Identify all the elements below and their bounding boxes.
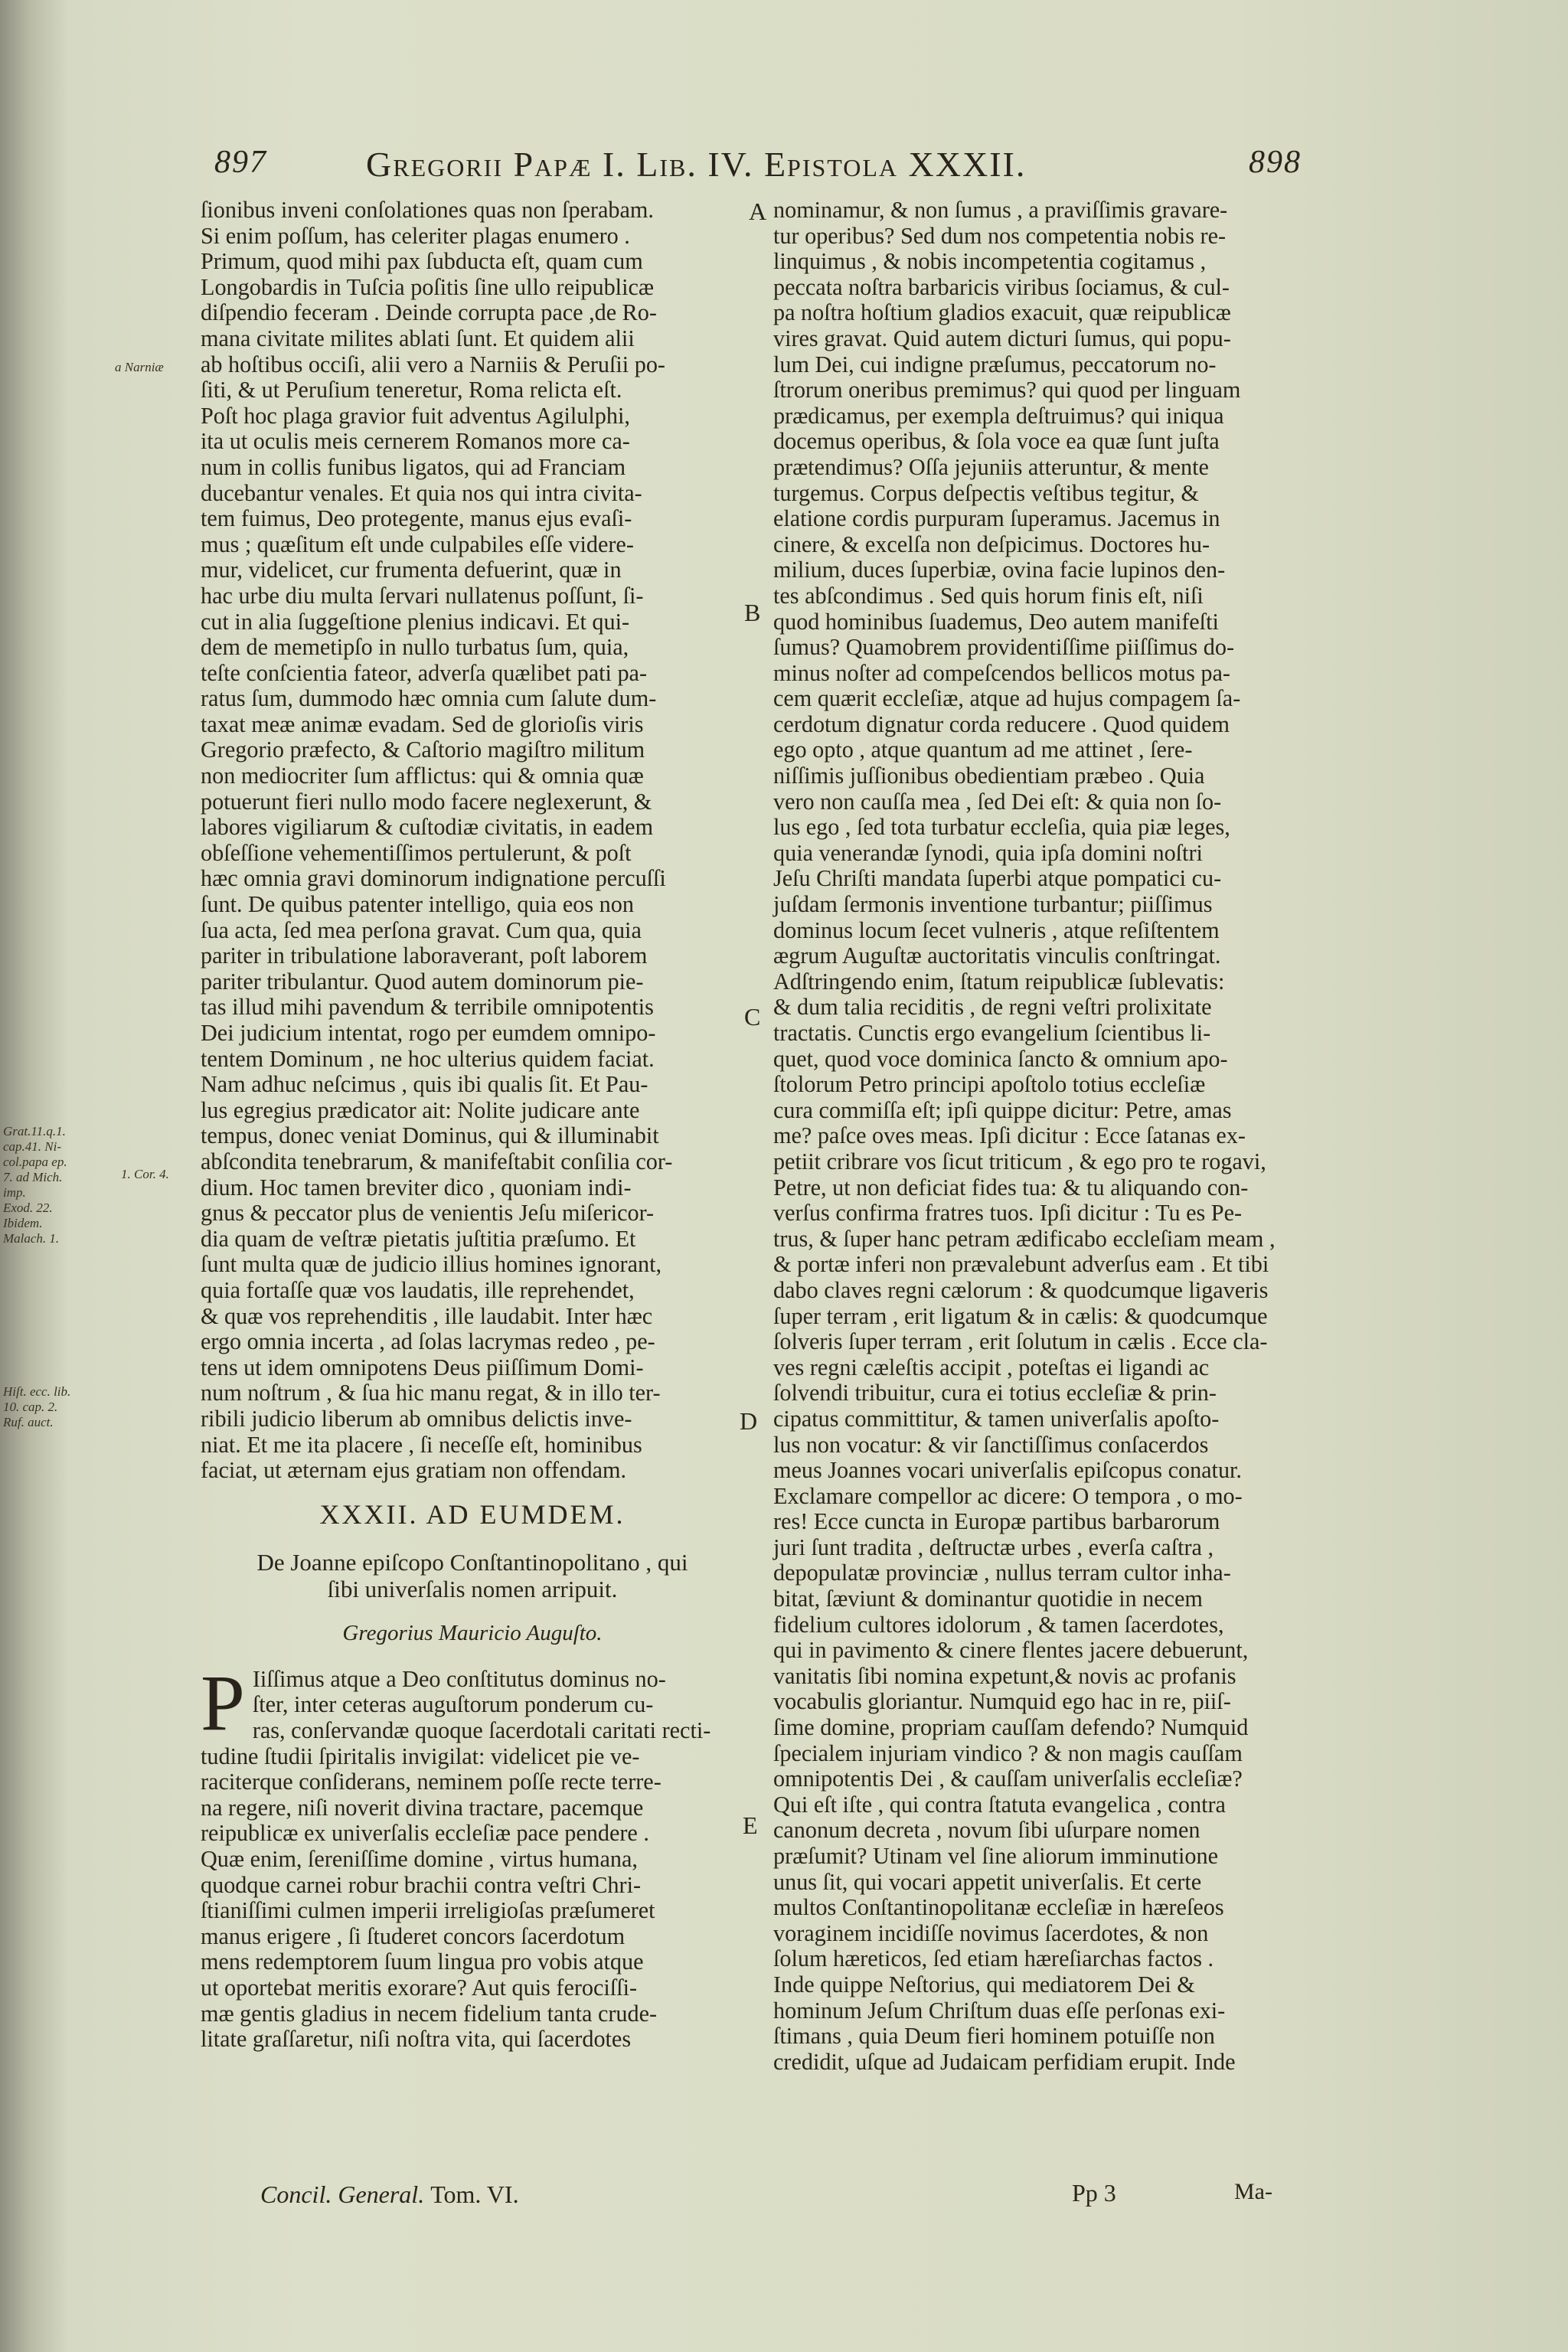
- text-line: ab hoſtibus occiſi, alii vero a Narniis & Peruſii po-: [201, 351, 665, 377]
- epistle-body-text: [201, 1658, 744, 2053]
- text-line: tas illud mihi pavendum & terribile omnipotentis: [201, 994, 654, 1021]
- text-line: Adſtringendo enim, ſtatum reipublicæ ſublevatis:: [773, 968, 1225, 995]
- text-line: obſeſſione vehementiſſimos pertulerunt, & poſt: [201, 839, 632, 866]
- text-line: ſime domine, propriam cauſſam defendo? Numquid: [773, 1714, 1249, 1741]
- text-line: vocabulis gloriantur. Numquid ego hac in re, piiſ-: [773, 1688, 1231, 1715]
- text-line: bitat, ſæviunt & dominantur quotidie in necem: [773, 1586, 1203, 1612]
- text-line: ſolvendi tribuitur, cura ei totius eccleſiæ & prin-: [773, 1380, 1217, 1406]
- text-line: prætendimus? Oſſa jejuniis atteruntur, & mente: [773, 453, 1209, 480]
- text-line: ſunt multa quæ de judicio illius homines ignorant,: [201, 1251, 662, 1278]
- text-line: tempus, donec veniat Dominus, qui & illuminabit: [201, 1122, 659, 1149]
- text-line: tractatis. Cunctis ergo evangelium ſcientibus li-: [773, 1020, 1211, 1046]
- text-line: prædicamus, per exempla deſtruimus? qui iniqua: [773, 402, 1224, 429]
- text-line: raciterque conſiderans, neminem poſſe recte terre-: [201, 1769, 662, 1795]
- text-line: cinere, & excelſa non deſpicimus. Doctores hu-: [773, 531, 1210, 557]
- text-line: mæ gentis gladius in necem fidelium tanta crude-: [201, 2000, 658, 2027]
- epistle-heading: XXXII. AD EUMDEM.: [319, 1498, 626, 1530]
- section-letter-d: D: [740, 1407, 758, 1435]
- text-line: tur operibus? Sed dum nos competentia nobis re-: [773, 222, 1227, 249]
- text-line: ſter, inter ceteras auguſtorum ponderum cu-: [252, 1691, 654, 1718]
- margin-note-grat: [3, 1124, 67, 1246]
- text-line: ſpecialem injuriam vindico ? & non magis cauſſam: [773, 1740, 1243, 1766]
- text-line: vires gravat. Quid autem dicturi ſumus, qui popu-: [773, 325, 1231, 351]
- text-line: minus noſter ad compeſcendos bellicos motus pa-: [773, 659, 1230, 686]
- text-line: Qui eſt iſte , qui contra ſtatuta evangelica , contra: [773, 1791, 1226, 1818]
- text-line: ſumus? Quamobrem providentiſſime piiſſimus do-: [773, 634, 1234, 661]
- right-column: [773, 198, 1298, 2075]
- text-line: na regere, niſi noverit divina tractare, pacemque: [201, 1794, 644, 1821]
- text-line: ducebantur venales. Et quia nos qui intra civita-: [201, 479, 642, 506]
- margin-note-line: col.papa ep.: [3, 1155, 67, 1169]
- margin-note-line: imp.: [3, 1185, 26, 1200]
- text-line: qui in pavimento & cinere flentes jacere debuerunt,: [773, 1637, 1249, 1664]
- text-line: lus egregius prædicator ait: Nolite judicare ante: [201, 1096, 640, 1123]
- page-number-right: 898: [1249, 145, 1302, 180]
- drop-cap: P: [201, 1658, 245, 1747]
- text-line: tentem Dominum , ne hoc ulterius quidem faciat.: [201, 1045, 655, 1072]
- text-line: taxat meæ animæ evadam. Sed de glorioſis viris: [201, 710, 644, 737]
- text-line: pariter tribulantur. Quod autem dominorum pie-: [201, 968, 644, 995]
- text-line: Iiſſimus atque a Deo conſtitutus dominus no-: [252, 1665, 666, 1692]
- epistle-body: [201, 1658, 744, 2053]
- text-line: litate graſſaretur, niſi noſtra vita, qui ſacerdotes: [201, 2026, 632, 2053]
- text-line: tem fuimus, Deo protegente, manus ejus evaſi-: [201, 505, 632, 532]
- text-line: pa noſtra hoſtium gladios exacuit, quæ reipublicæ: [773, 299, 1231, 326]
- text-line: mus ; quæſitum eſt unde culpabiles eſſe videre-: [201, 531, 634, 557]
- text-line: mur, videlicet, cur frumenta defuerint, quæ in: [201, 557, 622, 583]
- text-line: cerdotum dignatur corda reducere . Quod quidem: [773, 710, 1230, 737]
- text-line: linquimus , & nobis incompetentia cogitamus ,: [773, 248, 1207, 275]
- text-line: quia venerandæ ſynodi, quia ipſa domini noſtri: [773, 839, 1203, 866]
- margin-note-cor: 1. Cor. 4.: [121, 1167, 169, 1181]
- margin-note-hist: [3, 1384, 70, 1430]
- text-line: cipatus committitur, & tamen univerſalis apoſto-: [773, 1405, 1220, 1432]
- section-letter-b: B: [744, 599, 761, 626]
- text-line: me? paſce oves meas. Ipſi dicitur : Ecce ſatanas ex-: [773, 1122, 1246, 1149]
- text-line: Poſt hoc plaga gravior fuit adventus Agilulphi,: [201, 402, 630, 429]
- text-line: diſpendio feceram . Deinde corrupta pace ,de Ro-: [201, 299, 657, 326]
- left-column-text: [201, 198, 744, 1484]
- section-letter-e: E: [743, 1811, 758, 1839]
- text-line: lus non vocatur: & vir ſanctiſſimus conſacerdos: [773, 1431, 1209, 1458]
- left-column: [201, 198, 744, 2053]
- text-line: Inde quippe Neſtorius, qui mediatorem Dei &: [773, 1971, 1195, 1998]
- text-line: meus Joannes vocari univerſalis epiſcopus conatur.: [773, 1457, 1242, 1484]
- text-line: hominum Jeſum Chriſtum duas eſſe perſonas exi-: [773, 1997, 1226, 2024]
- text-line: ſtimans , quia Deum fieri hominem potuiſſe non: [773, 2023, 1215, 2050]
- text-line: milium, duces ſuperbiæ, ovina facie lupinos den-: [773, 557, 1226, 583]
- catchword: Ma-: [1234, 2179, 1272, 2204]
- right-column-text: [773, 198, 1298, 2075]
- margin-note-line: Exod. 22.: [3, 1200, 53, 1215]
- text-line: cut in alia ſuggeſtione plenius indicavi. Et qui-: [201, 608, 630, 635]
- text-line: quet, quod voce dominica ſancto & omnium apo-: [773, 1045, 1228, 1072]
- text-line: cura commiſſa eſt; ipſi quippe dicitur: Petre, amas: [773, 1096, 1232, 1123]
- text-line: verſus confirma fratres tuos. Ipſi dicitur : Tu es Pe-: [773, 1200, 1243, 1227]
- text-line: Exclamare compellor ac dicere: O tempora , o mo-: [773, 1482, 1243, 1509]
- text-line: omnipotentis Dei , & cauſſam univerſalis eccleſiæ?: [773, 1766, 1243, 1792]
- tome-label: Tom. VI.: [430, 2180, 519, 2208]
- text-line: ſtolorum Petro principi apoſtolo totius eccleſiæ: [773, 1071, 1206, 1098]
- subheading-line: De Joanne epiſcopo Conſtantinopolitano , qui: [256, 1549, 688, 1576]
- text-line: Quæ enim, ſereniſſime domine , virtus humana,: [201, 1846, 638, 1873]
- text-line: & dum talia reciditis , de regni veſtri prolixitate: [773, 994, 1212, 1021]
- text-line: ſuper terram , erit ligatum & in cælis: & quodcumque: [773, 1302, 1268, 1329]
- text-line: manus erigere , ſi ſtuderet concors ſacerdotum: [201, 1922, 626, 1949]
- margin-note-line: 10. cap. 2.: [3, 1400, 58, 1414]
- text-line: quod hominibus ſuademus, Deo autem manifeſti: [773, 608, 1219, 635]
- subheading-line: ſibi univerſalis nomen arripuit.: [327, 1576, 618, 1603]
- text-line: fidelium cultores idolorum , & tamen ſacerdotes,: [773, 1611, 1224, 1638]
- text-line: dem de memetipſo in nullo turbatus ſum, quia,: [201, 634, 629, 661]
- text-line: vanitatis ſibi nomina expetunt,& novis ac profanis: [773, 1662, 1236, 1689]
- text-line: Petre, ut non deficiat fides tua: & tu aliquando con-: [773, 1174, 1249, 1200]
- text-line: dium. Hoc tamen breviter dico , quoniam indi-: [201, 1174, 632, 1200]
- text-line: hæc omnia gravi dominorum indignatione percuſſi: [201, 865, 666, 892]
- text-line: & quæ vos reprehenditis , ille laudabit. Inter hæc: [201, 1302, 653, 1329]
- margin-note-line: Ibidem.: [3, 1216, 43, 1230]
- signature-mark: Pp 3: [1072, 2179, 1116, 2207]
- margin-note-line: Malach. 1.: [3, 1231, 60, 1246]
- text-line: ſtianiſſimi culmen imperii irreligioſas præſumeret: [201, 1897, 655, 1924]
- text-line: Gregorio præfecto, & Caſtorio magiſtro militum: [201, 737, 645, 763]
- margin-note-line: cap.41. Ni-: [3, 1139, 62, 1154]
- text-line: ſolveris ſuper terram , erit ſolutum in cælis . Ecce cla-: [773, 1328, 1268, 1355]
- text-line: quodque carnei robur brachii contra veſtri Chri-: [201, 1871, 642, 1898]
- section-letter-c: C: [744, 1003, 761, 1031]
- text-line: ſunt. De quibus patenter intelligo, quia eos non: [201, 891, 634, 918]
- text-line: quia fortaſſe quæ vos laudatis, ille reprehendet,: [201, 1276, 635, 1303]
- text-line: abſcondita tenebrarum, & manifeſtabit conſilia cor-: [201, 1148, 673, 1174]
- text-line: mana civitate milites ablati ſunt. Et quidem alii: [201, 325, 635, 351]
- text-line: ratus ſum, dummodo hæc omnia cum ſalute dum-: [201, 685, 657, 712]
- text-line: voraginem incidiſſe novimus ſacerdotes, & non: [773, 1919, 1209, 1946]
- running-header: [214, 136, 1302, 190]
- text-line: Si enim poſſum, has celeriter plagas enumero .: [201, 222, 630, 249]
- margin-note-line: Ruf. auct.: [3, 1415, 54, 1429]
- text-line: non mediocriter ſum afflictus: qui & omnia quæ: [201, 763, 644, 789]
- text-line: Primum, quod mihi pax ſubducta eſt, quam cum: [201, 248, 643, 275]
- text-line: ves regni cæleſtis accipit , poteſtas ei ligandi ac: [773, 1354, 1210, 1380]
- text-line: peccata noſtra barbaricis viribus ſociamus, & cul-: [773, 273, 1230, 300]
- text-line: lum Dei, cui indigne præſumus, peccatorum no-: [773, 351, 1217, 377]
- text-line: multos Conſtantinopolitanæ eccleſiæ in hæreſeos: [773, 1894, 1224, 1921]
- text-line: Dei judicium intentat, rogo per eumdem omnipo-: [201, 1020, 656, 1046]
- text-line: ras, conſervandæ quoque ſacerdotali caritati recti-: [252, 1717, 711, 1744]
- text-line: vero non cauſſa mea , ſed Dei eſt: & quia non ſo-: [773, 788, 1222, 815]
- text-line: res! Ecce cuncta in Europæ partibus barbarorum: [773, 1508, 1220, 1535]
- text-line: niſſimis juſſionibus obedientiam præbeo . Quia: [773, 763, 1205, 789]
- text-line: pariter in tribulatione laboraverant, poſt laborem: [201, 942, 648, 969]
- text-line: dabo claves regni cælorum : & quodcumque ligaveris: [773, 1276, 1269, 1303]
- text-line: lus ego , ſed tota turbatur eccleſia, quia piæ leges,: [773, 814, 1230, 841]
- text-line: tudine ſtudii ſpiritalis invigilat: videlicet pie ve-: [201, 1743, 640, 1769]
- text-line: gnus & peccator plus de venientis Jeſu miſericor-: [201, 1200, 655, 1227]
- text-line: teſte conſcientia fateor, adverſa quælibet pati pa-: [201, 659, 647, 686]
- text-line: dia quam de veſtræ pietatis juſtitia præſumo. Et: [201, 1225, 636, 1252]
- signature-line: [260, 2180, 519, 2209]
- text-line: unus ſit, qui vocari appetit univerſalis. Et certe: [773, 1868, 1202, 1895]
- text-line: mens redemptorem ſuum lingua pro vobis atque: [201, 1949, 644, 1975]
- text-line: reipublicæ ex univerſalis eccleſiæ pace pendere .: [201, 1820, 649, 1847]
- margin-note-narniae: a Narniæ: [115, 360, 164, 374]
- text-line: ſolum hæreticos, ſed etiam hæreſiarchas factos .: [773, 1945, 1214, 1972]
- epistle-subheading: [201, 1549, 744, 1602]
- margin-note-line: Hiſt. ecc. lib.: [3, 1384, 71, 1399]
- text-line: ita ut oculis meis cernerem Romanos more ca-: [201, 428, 630, 455]
- page-number-left: 897: [214, 145, 267, 180]
- text-line: ribili judicio liberum ab omnibus delictis inve-: [201, 1405, 632, 1432]
- text-line: ſtrorum oneribus premimus? qui quod per linguam: [773, 377, 1241, 403]
- text-line: ſiti, & ut Peruſium teneretur, Roma relicta eſt.: [201, 377, 622, 403]
- margin-note-line: 7. ad Mich.: [3, 1170, 63, 1184]
- text-line: Longobardis in Tuſcia poſitis ſine ullo reipublicæ: [201, 273, 654, 300]
- text-line: ſua acta, ſed mea perſona gravat. Cum qua, quia: [201, 916, 642, 943]
- text-line: & portæ inferi non prævalebunt adverſus eam . Et tibi: [773, 1251, 1269, 1278]
- text-line: elatione cordis purpuram ſuperamus. Jacemus in: [773, 505, 1220, 532]
- text-line: docemus operibus, & ſola voce ea quæ ſunt juſta: [773, 428, 1220, 455]
- text-line: credidit, uſque ad Judaicam perfidiam erupit. Inde: [773, 2048, 1236, 2075]
- text-line: depopulatæ provinciæ , nullus terram cultor inha-: [773, 1560, 1231, 1586]
- signature-title: Concil. General.: [260, 2180, 425, 2208]
- text-line: petiit cribrare vos ſicut triticum , & ego pro te rogavi,: [773, 1148, 1266, 1174]
- text-line: hac urbe diu multa ſervari nullatenus poſſunt, ſi-: [201, 582, 644, 609]
- text-line: nominamur, & non ſumus , a praviſſimis gravare-: [773, 197, 1228, 223]
- text-line: niat. Et me ita placere , ſi neceſſe eſt, hominibus: [201, 1431, 642, 1458]
- text-line: dominus locum ſecet vulneris , atque reſiſtentem: [773, 916, 1220, 943]
- text-line: ego opto , atque quantum ad me attinet , ſere-: [773, 737, 1193, 763]
- text-line: num noſtrum , & ſua hic manu regat, & in illo ter-: [201, 1380, 661, 1406]
- text-line: tens ut idem omnipotens Deus piiſſimum Domi-: [201, 1354, 644, 1380]
- margin-note-line: Grat.11.q.1.: [3, 1124, 66, 1138]
- text-line: potuerunt fieri nullo modo facere neglexerunt, &: [201, 788, 652, 815]
- text-line: ſionibus inveni conſolationes quas non ſperabam.: [201, 197, 654, 223]
- text-line: tes abſcondimus . Sed quis horum finis eſt, niſi: [773, 582, 1204, 609]
- text-line: ægrum Auguſtæ auctoritatis vinculis conſtringat.: [773, 942, 1221, 969]
- running-title: Gregorii Papæ I. Lib. IV. Epistola XXXII.: [366, 145, 1027, 184]
- text-line: faciat, ut æternam ejus gratiam non offendam.: [201, 1457, 627, 1484]
- salutation: Gregorius Mauricio Auguſto.: [342, 1621, 603, 1646]
- text-line: turgemus. Corpus deſpectis veſtibus tegitur, &: [773, 479, 1199, 506]
- text-line: Jeſu Chriſti mandata ſuperbi atque pompatici cu-: [773, 865, 1222, 892]
- section-letter-a: A: [749, 198, 767, 225]
- text-line: trus, & ſuper hanc petram ædificabo eccleſiam meam ,: [773, 1225, 1276, 1252]
- text-line: num in collis funibus ligatos, qui ad Franciam: [201, 453, 626, 480]
- text-line: Nam adhuc neſcimus , quis ibi qualis ſit. Et Pau-: [201, 1071, 648, 1098]
- text-line: juri ſunt tradita , deſtructæ urbes , everſa caſtra ,: [773, 1534, 1214, 1560]
- text-line: præſumit? Utinam vel ſine aliorum imminutione: [773, 1843, 1219, 1869]
- text-line: cem quærit eccleſiæ, atque ad hujus compagem ſa-: [773, 685, 1241, 712]
- text-line: ergo omnia incerta , ad ſolas lacrymas redeo , pe-: [201, 1328, 655, 1355]
- text-line: juſdam ſermonis inventione turbantur; piiſſimus: [773, 891, 1213, 918]
- text-line: labores vigiliarum & cuſtodiæ civitatis, in eadem: [201, 814, 654, 841]
- text-line: canonum decreta , novum ſibi uſurpare nomen: [773, 1817, 1200, 1844]
- text-line: ut oportebat meritis exorare? Aut quis ferociſſi-: [201, 1975, 638, 2001]
